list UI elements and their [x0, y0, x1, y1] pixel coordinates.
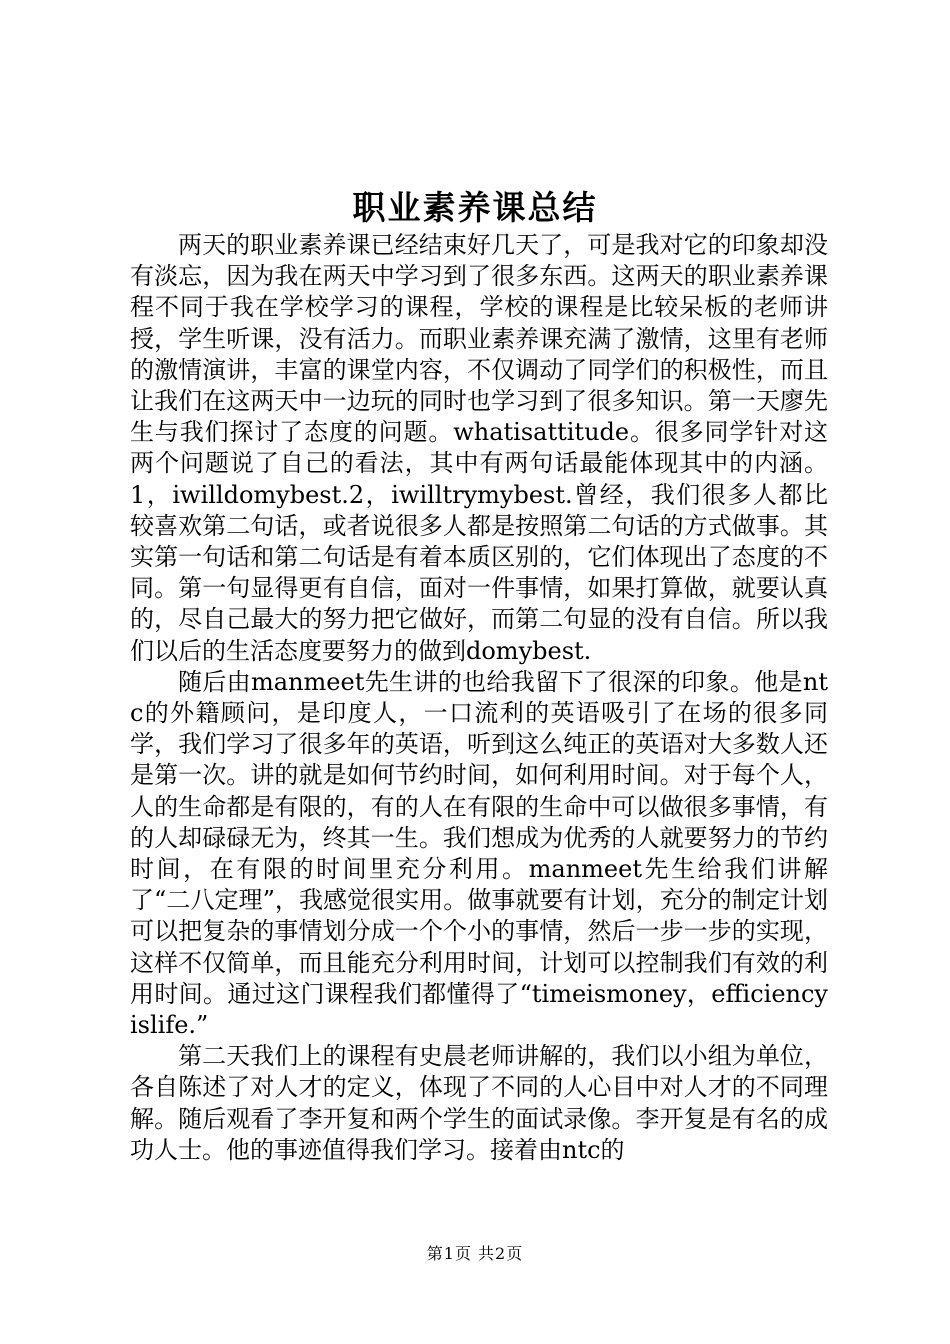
paragraph-3: 第二天我们上的课程有史晨老师讲解的，我们以小组为单位，各自陈述了对人才的定义，体现了不同的人心目中对人才的不同理解。随后观看了李开复和两个学生的面试录像。李开复是有名的成功人士。他的事迹值得我们学习。接着由ntc的: [130, 1042, 828, 1164]
page-footer: 第1页 共2页: [426, 1244, 524, 1263]
paragraph-2: 随后由manmeet先生讲的也给我留下了很深的印象。他是ntc的外籍顾问，是印度人，一口流利的英语吸引了在场的很多同学，我们学习了很多年的英语，听到这么纯正的英语对大多数人还是第一次。讲的就是如何节约时间，如何利用时间。对于每个人，人的生命都是有限的，有的人在有限的生命中可以做很多事情，有的人却碌碌无为，终其一生。我们想成为优秀的人就要努力的节约时间，在有限的时间里充分利用。manmeet先生给我们讲解了“二八定理”，我感觉很实用。做事就要有计划，充分的制定计划可以把复杂的事情划分成一个个小的事情，然后一步一步的实现，这样不仅简单，而且能充分利用时间，计划可以控制我们有效的利用时间。通过这门课程我们都懂得了“timeismoney，efficiencyislife.”: [130, 667, 828, 1040]
paragraph-1: 两天的职业素养课已经结束好几天了，可是我对它的印象却没有淡忘，因为我在两天中学习到了很多东西。这两天的职业素养课程不同于我在学校学习的课程，学校的课程是比较呆板的老师讲授，学生听课，没有活力。而职业素养课充满了激情，这里有老师的激情演讲，丰富的课堂内容，不仅调动了同学们的积极性，而且让我们在这两天中一边玩的同时也学习到了很多知识。第一天廖先生与我们探讨了态度的问题。whatisattitude。很多同学针对这两个问题说了自己的看法，其中有两句话最能体现其中的内涵。1，iwilldomybest.2，iwilltrymybest.曾经，我们很多人都比较喜欢第二句话，或者说很多人都是按照第二句话的方式做事。其实第一句话和第二句话是有着本质区别的，它们体现出了态度的不同。第一句显得更有自信，面对一件事情，如果打算做，就要认真的，尽自己最大的努力把它做好，而第二句显的没有自信。所以我们以后的生活态度要努力的做到domybest.: [130, 231, 828, 665]
document-title: 职业素养课总结: [352, 188, 598, 227]
document-body: [130, 230, 828, 1166]
